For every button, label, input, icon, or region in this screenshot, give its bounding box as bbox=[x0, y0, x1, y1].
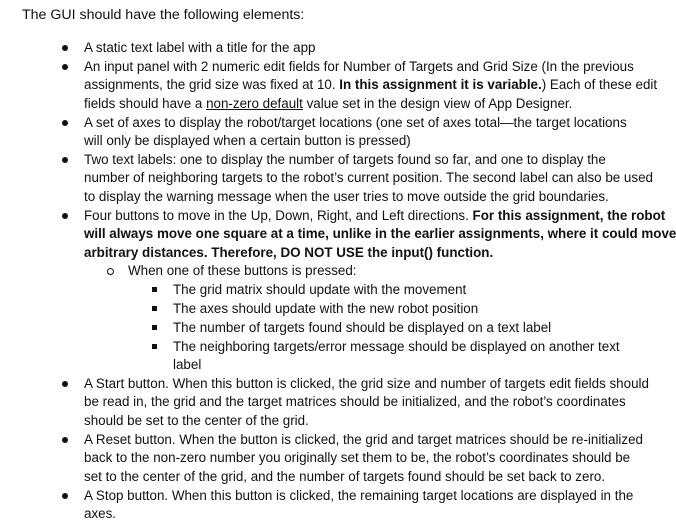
underlined-text: non-zero default bbox=[206, 96, 303, 111]
square-bullet-icon bbox=[152, 344, 157, 349]
bullet-icon bbox=[62, 213, 68, 219]
list-item-line: number of neighboring targets to the robot’s current position. The second label can also be used bbox=[84, 170, 653, 185]
bullet-icon bbox=[62, 493, 68, 499]
list-item-line: axes. bbox=[84, 506, 117, 521]
sub-sub-list-item: The number of targets found should be displayed on a text label bbox=[173, 320, 552, 335]
sub-sub-list-item: The axes should update with the new robot position bbox=[173, 301, 479, 316]
page-heading: The GUI should have the following elements: bbox=[22, 7, 305, 23]
sub-sub-list-item: The neighboring targets/error message should be displayed on another text bbox=[173, 339, 620, 354]
list-item-line bbox=[84, 244, 493, 262]
list-item-line: fields should have a non-zero default value set in the design view of App Designer. bbox=[84, 96, 573, 111]
emphasis-text: In this assignment it is variable. bbox=[339, 77, 542, 92]
list-item-line: A Reset button. When the button is clicked, the grid and target matrices should be re-initialized bbox=[84, 432, 643, 447]
emphasis-text: arbitrary distances. Therefore, DO NOT USE the input() function. bbox=[84, 245, 494, 260]
list-item-line: should be set to the center of the grid. bbox=[84, 413, 309, 428]
hollow-bullet-icon bbox=[107, 268, 114, 275]
emphasis-text: For this assignment, the robot bbox=[472, 208, 666, 223]
bullet-icon bbox=[62, 120, 68, 126]
sub-sub-list-item: The grid matrix should update with the movement bbox=[173, 282, 467, 297]
square-bullet-icon bbox=[152, 325, 157, 330]
square-bullet-icon bbox=[152, 306, 157, 311]
list-item-line bbox=[84, 225, 676, 243]
list-item: A static text label with a title for the app bbox=[84, 40, 316, 55]
list-item-line: be read in, the grid and the target matrices should be initialized, and the robot’s coordinates bbox=[84, 394, 626, 409]
list-item-line: A Stop button. When this button is clicked, the remaining target locations are displayed in the bbox=[84, 488, 634, 503]
bullet-icon bbox=[62, 381, 68, 387]
sub-list-item: When one of these buttons is pressed: bbox=[128, 263, 357, 278]
list-item-line: will only be displayed when a certain button is pressed) bbox=[84, 133, 411, 148]
sub-sub-list-item: label bbox=[173, 357, 202, 372]
list-item-line: assignments, the grid size was fixed at 10. In this assignment it is variable.) Each of these edit bbox=[84, 77, 658, 92]
bullet-icon bbox=[62, 437, 68, 443]
square-bullet-icon bbox=[152, 287, 157, 292]
list-item-line: back to the non-zero number you originally set them to be, the robot’s coordinates should be bbox=[84, 450, 631, 465]
list-item-line: Four buttons to move in the Up, Down, Right, and Left directions. For this assignment, the robot bbox=[84, 208, 666, 223]
list-item-line: set to the center of the grid, and the number of targets found should be set back to zero. bbox=[84, 469, 606, 484]
emphasis-text: will always move one square at a time, unlike in the earlier assignments, where it could move bbox=[84, 226, 676, 241]
list-item-line: to display the warning message when the user tries to move outside the grid boundaries. bbox=[84, 189, 609, 204]
bullet-icon bbox=[62, 64, 68, 70]
list-item-line: A Start button. When this button is clicked, the grid size and number of targets edit fields should bbox=[84, 376, 649, 391]
bullet-icon bbox=[62, 157, 68, 163]
list-item-line: A set of axes to display the robot/target locations (one set of axes total—the target locations bbox=[84, 115, 627, 130]
list-item-line: Two text labels: one to display the number of targets found so far, and one to display the bbox=[84, 152, 606, 167]
bullet-icon bbox=[62, 45, 68, 51]
list-item-line: An input panel with 2 numeric edit fields for Number of Targets and Grid Size (In the previous bbox=[84, 59, 634, 74]
